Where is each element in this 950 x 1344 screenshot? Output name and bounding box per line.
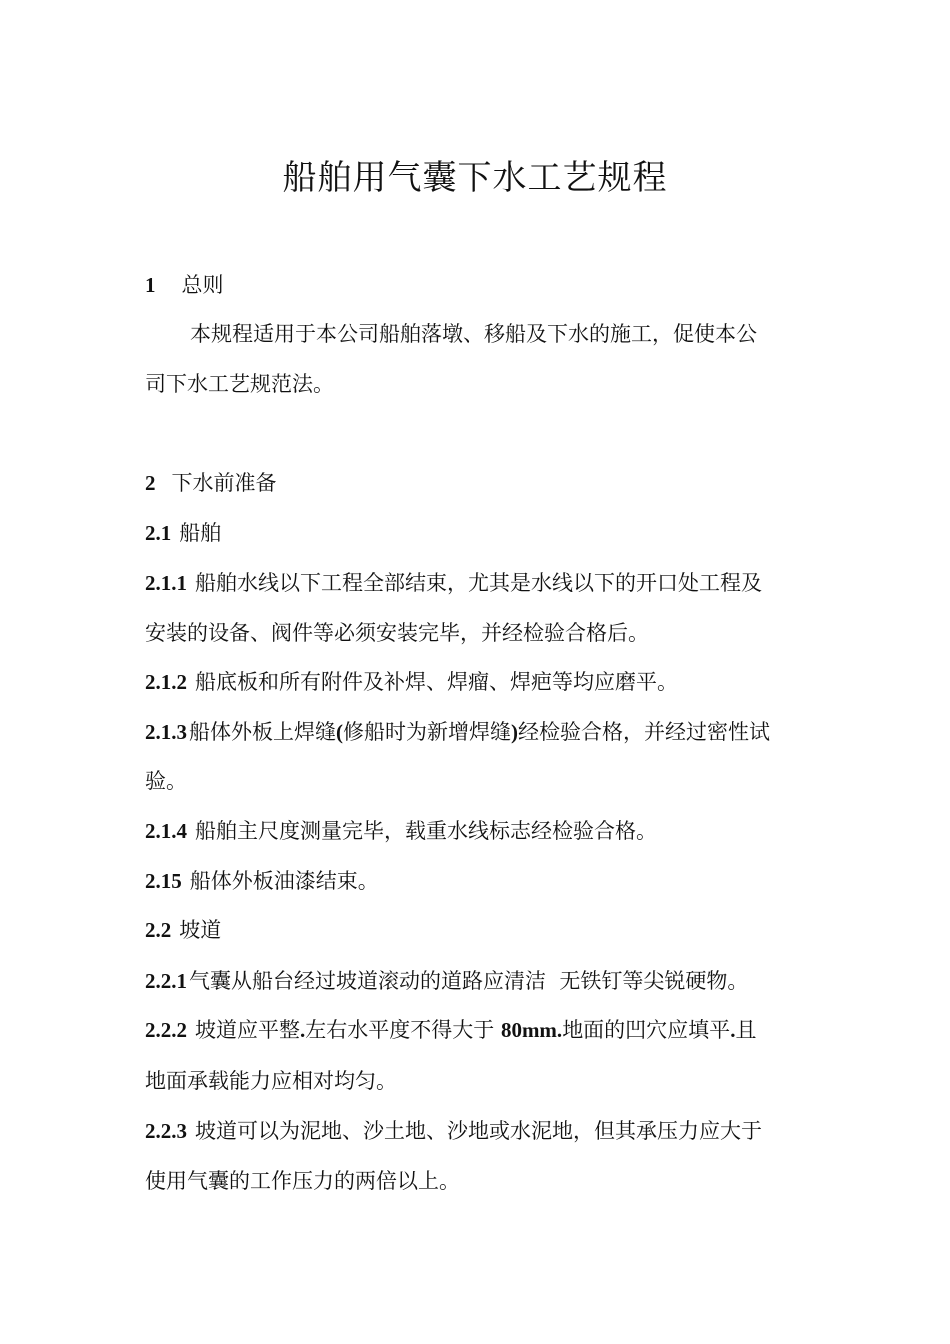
clause-2-1-4	[145, 816, 657, 846]
clause-text: 船底板和所有附件及补焊、焊瘤、焊疤等均应磨平。	[195, 670, 678, 694]
clause-number: 2.2.1	[145, 969, 187, 993]
clause-2-2-3-line-1	[145, 1116, 762, 1146]
clause-text: 左右水平度不得大于	[305, 1018, 501, 1042]
clause-text: 修船时为新增焊缝	[343, 720, 511, 744]
clause-2-2-2-line-2: 地面承载能力应相对均匀。	[145, 1069, 397, 1093]
clause-text: 船舶水线以下工程全部结束，尤其是水线以下的开口处工程及	[195, 571, 762, 595]
clause-text: 坡道可以为泥地、沙土地、沙地或水泥地，但其承压力应大于	[195, 1119, 762, 1143]
clause-text: 船体外板油漆结束。	[189, 869, 379, 893]
paren-close: )	[511, 720, 518, 744]
section-2-1-heading	[145, 518, 221, 548]
clause-2-1-1-line-1	[145, 568, 762, 598]
clause-2-1-3-line-2: 验。	[145, 769, 187, 793]
section-heading-text: 坡道	[179, 918, 222, 942]
dot-separator: .	[300, 1018, 306, 1042]
section-number: 1	[145, 273, 156, 297]
paren-open: (	[336, 720, 343, 744]
section-heading-text: 船舶	[179, 521, 222, 545]
section-2-heading	[145, 468, 277, 498]
document-title: 船舶用气囊下水工艺规程	[282, 158, 668, 198]
clause-value: 80mm.	[500, 1018, 563, 1042]
clause-2-1-2	[145, 667, 678, 697]
clause-2-2-2-line-1	[145, 1015, 756, 1045]
clause-2-2-1	[145, 966, 748, 996]
clause-2-1-5	[145, 866, 379, 896]
clause-text: 船舶主尺度测量完毕，载重水线标志经检验合格。	[195, 819, 657, 843]
clause-text: 经检验合格，并经过密性试	[518, 720, 770, 744]
clause-2-1-3-line-1	[145, 717, 770, 747]
section-number: 2	[145, 471, 156, 495]
dot-separator: .	[730, 1018, 736, 1042]
section-1-body-line-1: 本规程适用于本公司船舶落墩、移船及下水的施工，促使本公	[190, 322, 757, 346]
clause-number: 2.1.4	[145, 819, 187, 843]
clause-text: 且	[735, 1018, 757, 1042]
section-2-2-heading	[145, 915, 221, 945]
section-number: 2.2	[145, 918, 172, 942]
clause-number: 2.15	[145, 869, 182, 893]
section-number: 2.1	[145, 521, 172, 545]
section-1-body-line-2: 司下水工艺规范法。	[145, 372, 334, 396]
clause-2-1-1-line-2: 安装的设备、阀件等必须安装完毕，并经检验合格后。	[145, 621, 649, 645]
clause-number: 2.2.2	[145, 1018, 187, 1042]
clause-number: 2.1.2	[145, 670, 187, 694]
section-heading-text: 下水前准备	[171, 471, 277, 495]
clause-number: 2.2.3	[145, 1119, 187, 1143]
clause-text: 气囊从船台经过坡道滚动的道路应清洁 无铁钉等尖锐硬物。	[189, 969, 749, 993]
clause-text: 地面的凹穴应填平	[562, 1018, 731, 1042]
section-heading-text: 总则	[181, 273, 224, 297]
clause-text: 船体外板上焊缝	[189, 720, 336, 744]
clause-text: 坡道应平整	[195, 1018, 300, 1042]
section-1-heading	[145, 270, 224, 300]
clause-number: 2.1.3	[145, 720, 187, 744]
clause-2-2-3-line-2: 使用气囊的工作压力的两倍以上。	[145, 1169, 460, 1193]
clause-number: 2.1.1	[145, 571, 187, 595]
